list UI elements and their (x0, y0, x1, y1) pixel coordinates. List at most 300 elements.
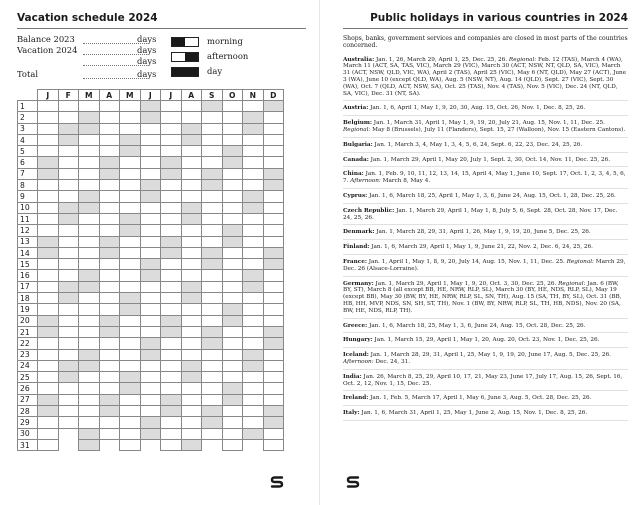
day-cell[interactable] (140, 112, 161, 123)
day-cell[interactable] (38, 372, 59, 383)
day-cell[interactable] (99, 191, 120, 202)
day-cell[interactable] (58, 338, 79, 349)
day-cell[interactable] (99, 338, 120, 349)
day-cell[interactable] (263, 293, 284, 304)
day-cell[interactable] (38, 213, 59, 224)
day-cell[interactable] (161, 157, 182, 168)
day-cell[interactable] (202, 247, 223, 258)
day-cell[interactable] (120, 281, 141, 292)
day-cell[interactable] (79, 236, 100, 247)
day-cell[interactable] (120, 180, 141, 191)
day-cell[interactable] (161, 304, 182, 315)
day-cell[interactable] (58, 202, 79, 213)
day-cell[interactable] (263, 406, 284, 417)
day-cell[interactable] (120, 123, 141, 134)
day-cell[interactable] (263, 236, 284, 247)
day-cell[interactable] (79, 360, 100, 371)
day-cell[interactable] (181, 281, 202, 292)
day-cell[interactable] (202, 372, 223, 383)
day-cell[interactable] (99, 281, 120, 292)
day-cell[interactable] (222, 304, 243, 315)
day-cell[interactable] (99, 225, 120, 236)
day-cell[interactable] (38, 259, 59, 270)
day-cell[interactable] (263, 225, 284, 236)
day-cell[interactable] (222, 202, 243, 213)
day-cell[interactable] (140, 394, 161, 405)
day-cell[interactable] (58, 123, 79, 134)
day-cell[interactable] (263, 270, 284, 281)
day-cell[interactable] (202, 383, 223, 394)
day-cell[interactable] (263, 259, 284, 270)
day-cell[interactable] (120, 372, 141, 383)
day-cell[interactable] (202, 236, 223, 247)
day-cell[interactable] (79, 180, 100, 191)
day-cell[interactable] (243, 270, 264, 281)
day-cell[interactable] (79, 168, 100, 179)
day-cell[interactable] (181, 146, 202, 157)
day-cell[interactable] (181, 168, 202, 179)
day-cell[interactable] (99, 304, 120, 315)
day-cell[interactable] (58, 168, 79, 179)
day-cell[interactable] (263, 338, 284, 349)
day-cell[interactable] (58, 293, 79, 304)
day-cell[interactable] (140, 259, 161, 270)
day-cell[interactable] (120, 225, 141, 236)
day-cell[interactable] (58, 134, 79, 145)
day-cell[interactable] (38, 146, 59, 157)
day-cell[interactable] (263, 281, 284, 292)
day-cell[interactable] (161, 439, 182, 450)
day-cell[interactable] (99, 417, 120, 428)
day-cell[interactable] (120, 406, 141, 417)
day-cell[interactable] (181, 213, 202, 224)
day-cell[interactable] (222, 157, 243, 168)
day-cell[interactable] (181, 134, 202, 145)
day-cell[interactable] (161, 360, 182, 371)
day-cell[interactable] (243, 338, 264, 349)
day-cell[interactable] (58, 191, 79, 202)
day-cell[interactable] (181, 157, 202, 168)
day-cell[interactable] (202, 270, 223, 281)
day-cell[interactable] (38, 168, 59, 179)
day-cell[interactable] (58, 213, 79, 224)
day-cell[interactable] (161, 202, 182, 213)
day-cell[interactable] (161, 349, 182, 360)
day-cell[interactable] (243, 225, 264, 236)
day-cell[interactable] (263, 180, 284, 191)
day-cell[interactable] (243, 247, 264, 258)
day-cell[interactable] (38, 406, 59, 417)
day-cell[interactable] (263, 439, 284, 450)
day-cell[interactable] (263, 191, 284, 202)
day-cell[interactable] (120, 146, 141, 157)
day-cell[interactable] (58, 372, 79, 383)
day-cell[interactable] (58, 417, 79, 428)
day-cell[interactable] (263, 349, 284, 360)
day-cell[interactable] (243, 259, 264, 270)
day-cell[interactable] (243, 281, 264, 292)
day-cell[interactable] (38, 134, 59, 145)
day-cell[interactable] (38, 360, 59, 371)
day-cell[interactable] (79, 406, 100, 417)
day-cell[interactable] (263, 428, 284, 439)
day-cell[interactable] (263, 247, 284, 258)
day-cell[interactable] (161, 372, 182, 383)
day-cell[interactable] (222, 168, 243, 179)
day-cell[interactable] (263, 157, 284, 168)
day-cell[interactable] (243, 168, 264, 179)
day-cell[interactable] (161, 315, 182, 326)
day-cell[interactable] (120, 326, 141, 337)
day-cell[interactable] (202, 157, 223, 168)
day-cell[interactable] (222, 236, 243, 247)
day-cell[interactable] (202, 417, 223, 428)
day-cell[interactable] (140, 123, 161, 134)
day-cell[interactable] (222, 134, 243, 145)
day-cell[interactable] (140, 213, 161, 224)
day-cell[interactable] (161, 394, 182, 405)
day-cell[interactable] (38, 326, 59, 337)
day-cell[interactable] (140, 101, 161, 112)
day-cell[interactable] (243, 293, 264, 304)
day-cell[interactable] (79, 383, 100, 394)
day-cell[interactable] (263, 304, 284, 315)
day-cell[interactable] (140, 383, 161, 394)
day-cell[interactable] (140, 146, 161, 157)
day-cell[interactable] (161, 112, 182, 123)
day-cell[interactable] (222, 360, 243, 371)
day-cell[interactable] (181, 304, 202, 315)
day-cell[interactable] (99, 406, 120, 417)
day-cell[interactable] (222, 372, 243, 383)
day-cell[interactable] (181, 191, 202, 202)
day-cell[interactable] (38, 417, 59, 428)
day-cell[interactable] (222, 417, 243, 428)
day-cell[interactable] (263, 360, 284, 371)
day-cell[interactable] (79, 112, 100, 123)
day-cell[interactable] (243, 112, 264, 123)
day-cell[interactable] (202, 326, 223, 337)
day-cell[interactable] (243, 213, 264, 224)
day-cell[interactable] (79, 439, 100, 450)
day-cell[interactable] (202, 281, 223, 292)
day-cell[interactable] (181, 338, 202, 349)
day-cell[interactable] (99, 112, 120, 123)
day-cell[interactable] (38, 225, 59, 236)
day-cell[interactable] (202, 146, 223, 157)
day-cell[interactable] (243, 315, 264, 326)
day-cell[interactable] (181, 112, 202, 123)
day-cell[interactable] (58, 270, 79, 281)
day-cell[interactable] (99, 349, 120, 360)
day-cell[interactable] (38, 191, 59, 202)
day-cell[interactable] (181, 360, 202, 371)
day-cell[interactable] (120, 293, 141, 304)
day-cell[interactable] (243, 123, 264, 134)
day-cell[interactable] (161, 168, 182, 179)
day-cell[interactable] (263, 168, 284, 179)
day-cell[interactable] (79, 270, 100, 281)
day-cell[interactable] (99, 360, 120, 371)
day-cell[interactable] (58, 225, 79, 236)
day-cell[interactable] (202, 360, 223, 371)
day-cell[interactable] (222, 180, 243, 191)
day-cell[interactable] (202, 191, 223, 202)
day-cell[interactable] (140, 315, 161, 326)
day-cell[interactable] (202, 168, 223, 179)
day-cell[interactable] (222, 406, 243, 417)
day-cell[interactable] (120, 213, 141, 224)
day-cell[interactable] (120, 304, 141, 315)
day-cell[interactable] (38, 349, 59, 360)
day-cell[interactable] (140, 372, 161, 383)
day-cell[interactable] (243, 428, 264, 439)
day-cell[interactable] (120, 236, 141, 247)
day-cell[interactable] (222, 191, 243, 202)
day-cell[interactable] (202, 394, 223, 405)
day-cell[interactable] (38, 157, 59, 168)
day-cell[interactable] (38, 383, 59, 394)
day-cell[interactable] (243, 326, 264, 337)
day-cell[interactable] (140, 338, 161, 349)
day-cell[interactable] (79, 191, 100, 202)
day-cell[interactable] (263, 383, 284, 394)
day-cell[interactable] (181, 259, 202, 270)
day-cell[interactable] (140, 202, 161, 213)
day-cell[interactable] (58, 247, 79, 258)
day-cell[interactable] (181, 417, 202, 428)
day-cell[interactable] (99, 428, 120, 439)
day-cell[interactable] (263, 101, 284, 112)
day-cell[interactable] (79, 304, 100, 315)
day-cell[interactable] (222, 326, 243, 337)
day-cell[interactable] (222, 270, 243, 281)
day-cell[interactable] (99, 259, 120, 270)
day-cell[interactable] (79, 134, 100, 145)
day-cell[interactable] (38, 236, 59, 247)
day-cell[interactable] (99, 213, 120, 224)
day-cell[interactable] (222, 213, 243, 224)
day-cell[interactable] (140, 281, 161, 292)
day-cell[interactable] (263, 417, 284, 428)
day-cell[interactable] (99, 168, 120, 179)
day-cell[interactable] (38, 338, 59, 349)
day-cell[interactable] (263, 394, 284, 405)
day-cell[interactable] (181, 180, 202, 191)
day-cell[interactable] (58, 349, 79, 360)
day-cell[interactable] (38, 112, 59, 123)
day-cell[interactable] (222, 338, 243, 349)
day-cell[interactable] (222, 439, 243, 450)
day-cell[interactable] (38, 281, 59, 292)
day-cell[interactable] (202, 428, 223, 439)
day-cell[interactable] (161, 338, 182, 349)
day-cell[interactable] (79, 123, 100, 134)
day-cell[interactable] (38, 304, 59, 315)
day-cell[interactable] (140, 236, 161, 247)
day-cell[interactable] (161, 236, 182, 247)
day-cell[interactable] (202, 225, 223, 236)
day-cell[interactable] (161, 293, 182, 304)
day-cell[interactable] (58, 304, 79, 315)
day-cell[interactable] (120, 259, 141, 270)
day-cell[interactable] (161, 180, 182, 191)
day-cell[interactable] (120, 168, 141, 179)
day-cell[interactable] (243, 191, 264, 202)
day-cell[interactable] (243, 157, 264, 168)
day-cell[interactable] (120, 349, 141, 360)
day-cell[interactable] (58, 236, 79, 247)
day-cell[interactable] (202, 315, 223, 326)
day-cell[interactable] (38, 394, 59, 405)
day-cell[interactable] (120, 247, 141, 258)
day-cell[interactable] (181, 101, 202, 112)
day-cell[interactable] (58, 112, 79, 123)
day-cell[interactable] (79, 417, 100, 428)
day-cell[interactable] (120, 394, 141, 405)
day-cell[interactable] (79, 315, 100, 326)
day-cell[interactable] (58, 281, 79, 292)
day-cell[interactable] (58, 157, 79, 168)
day-cell[interactable] (202, 349, 223, 360)
day-cell[interactable] (161, 123, 182, 134)
day-cell[interactable] (222, 247, 243, 258)
day-cell[interactable] (38, 293, 59, 304)
day-cell[interactable] (222, 428, 243, 439)
day-cell[interactable] (140, 293, 161, 304)
day-cell[interactable] (79, 338, 100, 349)
day-cell[interactable] (99, 270, 120, 281)
day-cell[interactable] (140, 326, 161, 337)
day-cell[interactable] (222, 383, 243, 394)
day-cell[interactable] (181, 202, 202, 213)
day-cell[interactable] (222, 146, 243, 157)
day-cell[interactable] (263, 123, 284, 134)
day-cell[interactable] (161, 146, 182, 157)
day-cell[interactable] (140, 134, 161, 145)
day-cell[interactable] (79, 428, 100, 439)
day-cell[interactable] (243, 236, 264, 247)
day-cell[interactable] (161, 213, 182, 224)
day-cell[interactable] (161, 406, 182, 417)
day-cell[interactable] (58, 383, 79, 394)
day-cell[interactable] (243, 417, 264, 428)
day-cell[interactable] (140, 360, 161, 371)
day-cell[interactable] (120, 134, 141, 145)
day-cell[interactable] (120, 360, 141, 371)
day-cell[interactable] (79, 202, 100, 213)
day-cell[interactable] (243, 349, 264, 360)
day-cell[interactable] (181, 293, 202, 304)
day-cell[interactable] (243, 372, 264, 383)
day-cell[interactable] (202, 259, 223, 270)
day-cell[interactable] (140, 168, 161, 179)
day-cell[interactable] (140, 428, 161, 439)
day-cell[interactable] (79, 225, 100, 236)
day-cell[interactable] (99, 123, 120, 134)
day-cell[interactable] (38, 247, 59, 258)
day-cell[interactable] (58, 315, 79, 326)
day-cell[interactable] (140, 417, 161, 428)
day-cell[interactable] (120, 338, 141, 349)
day-cell[interactable] (202, 180, 223, 191)
day-cell[interactable] (202, 101, 223, 112)
day-cell[interactable] (161, 259, 182, 270)
day-cell[interactable] (120, 101, 141, 112)
day-cell[interactable] (99, 146, 120, 157)
day-cell[interactable] (181, 406, 202, 417)
day-cell[interactable] (79, 157, 100, 168)
day-cell[interactable] (222, 349, 243, 360)
day-cell[interactable] (222, 315, 243, 326)
day-cell[interactable] (202, 112, 223, 123)
day-cell[interactable] (263, 326, 284, 337)
day-cell[interactable] (202, 134, 223, 145)
day-cell[interactable] (243, 180, 264, 191)
day-cell[interactable] (120, 202, 141, 213)
day-cell[interactable] (202, 123, 223, 134)
day-cell[interactable] (99, 236, 120, 247)
day-cell[interactable] (243, 134, 264, 145)
day-cell[interactable] (120, 417, 141, 428)
day-cell[interactable] (263, 372, 284, 383)
day-cell[interactable] (140, 180, 161, 191)
day-cell[interactable] (181, 236, 202, 247)
day-cell[interactable] (99, 293, 120, 304)
day-cell[interactable] (161, 225, 182, 236)
day-cell[interactable] (79, 394, 100, 405)
day-cell[interactable] (263, 146, 284, 157)
day-cell[interactable] (79, 326, 100, 337)
day-cell[interactable] (181, 439, 202, 450)
day-cell[interactable] (99, 134, 120, 145)
day-cell[interactable] (243, 383, 264, 394)
day-cell[interactable] (79, 213, 100, 224)
day-cell[interactable] (161, 281, 182, 292)
day-cell[interactable] (99, 326, 120, 337)
day-cell[interactable] (161, 428, 182, 439)
day-cell[interactable] (161, 383, 182, 394)
day-cell[interactable] (181, 383, 202, 394)
day-cell[interactable] (263, 213, 284, 224)
day-cell[interactable] (222, 123, 243, 134)
day-cell[interactable] (181, 428, 202, 439)
day-cell[interactable] (243, 146, 264, 157)
day-cell[interactable] (140, 157, 161, 168)
day-cell[interactable] (161, 247, 182, 258)
day-cell[interactable] (263, 315, 284, 326)
day-cell[interactable] (181, 372, 202, 383)
day-cell[interactable] (202, 304, 223, 315)
day-cell[interactable] (140, 191, 161, 202)
day-cell[interactable] (181, 349, 202, 360)
day-cell[interactable] (58, 326, 79, 337)
day-cell[interactable] (243, 360, 264, 371)
day-cell[interactable] (161, 270, 182, 281)
day-cell[interactable] (202, 338, 223, 349)
day-cell[interactable] (222, 225, 243, 236)
day-cell[interactable] (58, 360, 79, 371)
day-cell[interactable] (38, 439, 59, 450)
day-cell[interactable] (58, 406, 79, 417)
day-cell[interactable] (99, 394, 120, 405)
day-cell[interactable] (99, 247, 120, 258)
day-cell[interactable] (79, 349, 100, 360)
day-cell[interactable] (38, 270, 59, 281)
day-cell[interactable] (38, 180, 59, 191)
day-cell[interactable] (79, 281, 100, 292)
day-cell[interactable] (243, 394, 264, 405)
